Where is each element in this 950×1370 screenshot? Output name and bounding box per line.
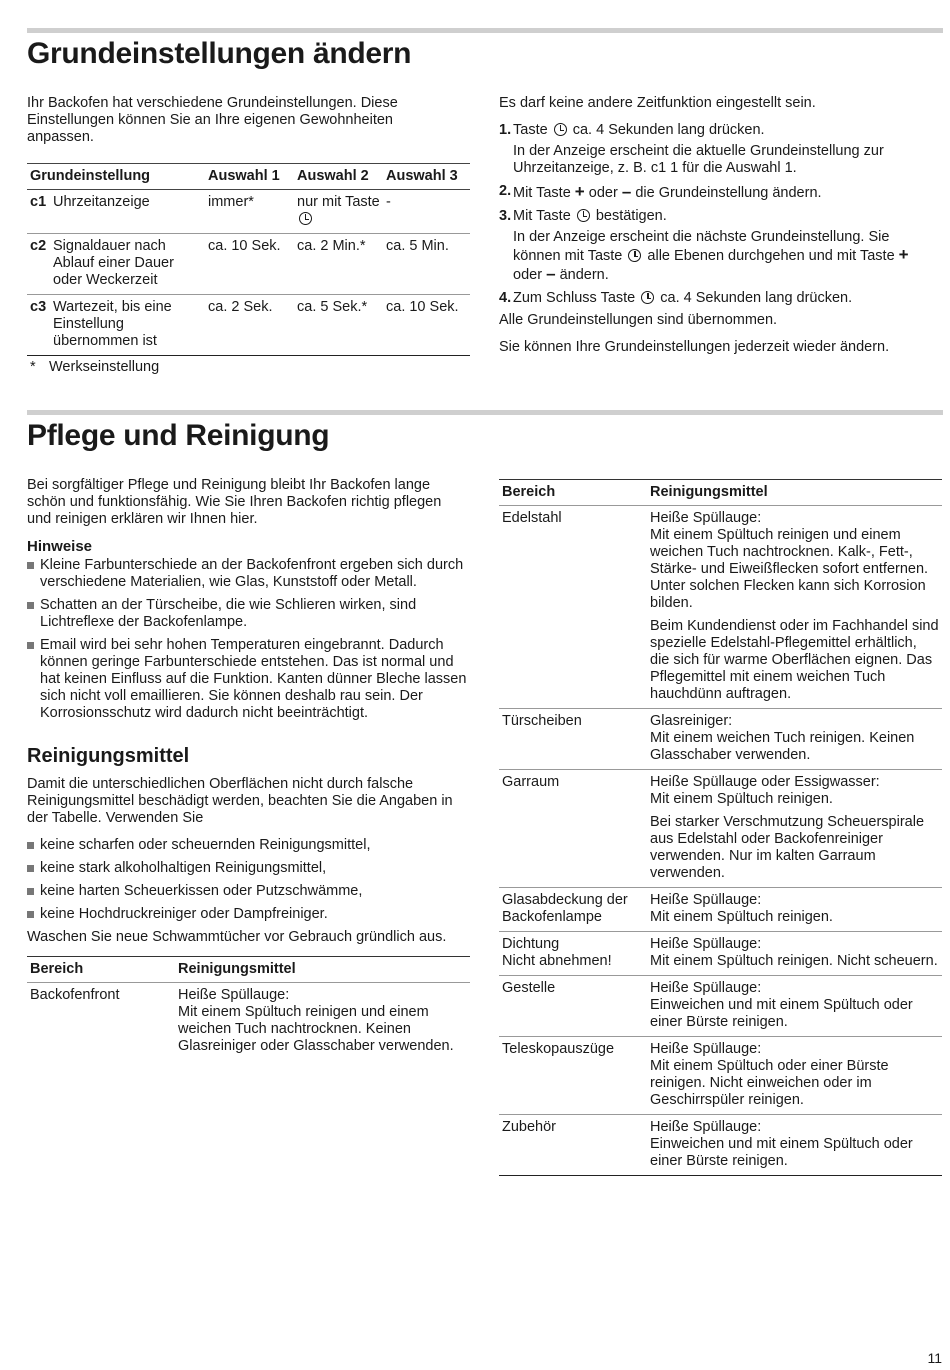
table-row	[27, 295, 470, 356]
section-title: Grundeinstellungen ändern	[27, 37, 412, 70]
area-cell: Gestelle	[502, 980, 556, 996]
table-row	[499, 506, 942, 709]
note-text: Sie können Ihre Grundeinstellungen jederzeit wieder ändern.	[499, 339, 890, 355]
table-header-row	[499, 480, 942, 506]
table-footnote: * Werkseinstellung	[30, 359, 160, 375]
area-cell: Dichtung Nicht abnehmen!	[502, 936, 612, 969]
plus-icon: +	[574, 182, 585, 201]
agent-cell: Heiße Spüllauge: Mit einem Spültuch reinigen und einem weichen Tuch nachtrocknen. Kalk-, Fett-, Stärke- und Eiweißflecken sofort entfernen. Unter solchen Flecken kann sich Korrosion bilden. Beim Kundendienst oder im Fachhandel sind spezielle Edelstahl-Pflegemittel erhältlich, die sich für warme Oberflächen eignen. Das Pflegemittel mit einem weichen Tuch hauchdünn auftragen.	[650, 510, 939, 702]
setting-name: Wartezeit, bis eine Einstellung übernommen ist	[53, 299, 172, 349]
cleaning-table-right	[499, 479, 942, 1176]
bullet-icon	[27, 562, 34, 569]
area-cell: Zubehör	[502, 1119, 557, 1135]
option-3: ca. 10 Sek.	[386, 299, 459, 315]
settings-table	[27, 163, 470, 356]
wash-note: Waschen Sie neue Schwammtücher vor Gebrauch gründlich aus.	[27, 929, 447, 945]
table-row	[27, 983, 470, 1061]
list-item: keine Hochdruckreiniger oder Dampfreiniger.	[27, 906, 470, 923]
table-header-row	[27, 164, 470, 190]
minus-icon: –	[621, 182, 632, 201]
settings-left-column	[27, 95, 470, 376]
bullet-icon	[27, 911, 34, 918]
setting-name: Signaldauer nach Ablauf einer Dauer oder Weckerzeit	[53, 238, 174, 288]
step-detail: In der Anzeige erscheint die nächste Grundeinstellung. Sie können mit Taste alle Ebenen durchgehen und mit Taste + oder – ändern.	[513, 229, 909, 283]
step-item: 3. Mit Taste bestätigen. In der Anzeige erscheint die nächste Grundeinstellung. Sie können mit Taste alle Ebenen durchgehen und mit Taste + oder – ändern.	[499, 208, 935, 284]
table-header: Reinigungsmittel	[178, 961, 296, 977]
table-header: Auswahl 2	[297, 168, 369, 184]
care-intro: Bei sorgfältiger Pflege und Reinigung bleibt Ihr Backofen lange schön und funktionsfähig. Wie Sie Ihren Backofen richtig pflegen und reinigen erklären wir Ihnen hier.	[27, 477, 442, 527]
setting-name: Uhrzeitanzeige	[53, 194, 150, 210]
settings-right-column	[499, 95, 935, 356]
step-item: 4. Zum Schluss Taste ca. 4 Sekunden lang drücken.	[499, 290, 853, 306]
page-number: 11	[927, 1350, 942, 1366]
table-header: Auswahl 1	[208, 168, 280, 184]
agent-cell: Heiße Spüllauge oder Essigwasser: Mit einem Spültuch reinigen. Bei starker Verschmutzung Scheuerspirale aus Edelstahl oder Backofenreiniger verwenden. Nur im kalten Garraum verwenden.	[650, 774, 925, 881]
agent-cell: Heiße Spüllauge: Mit einem Spültuch reinigen. Nicht scheuern.	[650, 936, 938, 969]
clock-icon	[554, 123, 567, 136]
table-row	[499, 1037, 942, 1115]
setting-code: c1	[30, 194, 47, 210]
cleaning-table-left	[27, 956, 470, 1060]
agent-cell: Glasreiniger: Mit einem weichen Tuch reinigen. Keinen Glasschaber verwenden.	[650, 713, 915, 763]
clock-icon	[577, 209, 590, 222]
table-header: Bereich	[502, 484, 556, 500]
table-row	[499, 976, 942, 1037]
option-3: -	[386, 194, 391, 210]
list-item: keine scharfen oder scheuernden Reinigungsmittel,	[27, 837, 470, 854]
step-item: 1. Taste ca. 4 Sekunden lang drücken. In der Anzeige erscheint die aktuelle Grundeinstellung zur Uhrzeitanzeige, z. B. c1 1 für die Auswahl 1.	[499, 122, 935, 177]
table-row	[27, 190, 470, 234]
option-2: ca. 2 Min.*	[297, 238, 366, 254]
section-divider	[27, 410, 943, 415]
agent-cell: Heiße Spüllauge: Mit einem Spültuch oder einer Bürste reinigen. Nicht einweichen oder im Geschirrspüler reinigen.	[650, 1041, 889, 1108]
section-divider	[27, 28, 943, 33]
list-item: keine stark alkoholhaltigen Reinigungsmittel,	[27, 860, 470, 877]
settings-intro: Ihr Backofen hat verschiedene Grundeinstellungen. Diese Einstellungen können Sie an Ihre eigenen Gewohnheiten anpassen.	[27, 95, 398, 145]
area-cell: Edelstahl	[502, 510, 562, 526]
subsection-intro: Damit die unterschiedlichen Oberflächen nicht durch falsche Reinigungsmittel beschädigt werden, beachten Sie die Angaben in der Tabelle. Verwenden Sie	[27, 776, 453, 826]
area-cell: Teleskopauszüge	[502, 1041, 615, 1057]
plus-icon: +	[898, 245, 909, 264]
option-1: ca. 10 Sek.	[208, 238, 281, 254]
clock-icon	[641, 291, 654, 304]
option-3: ca. 5 Min.	[386, 238, 449, 254]
section-title: Pflege und Reinigung	[27, 419, 330, 452]
care-left-column	[27, 477, 470, 1060]
option-2: ca. 5 Sek.*	[297, 299, 368, 315]
bullet-icon	[27, 842, 34, 849]
step-item: 2. Mit Taste + oder – die Grundeinstellung ändern.	[499, 182, 822, 201]
agent-cell: Heiße Spüllauge: Mit einem Spültuch reinigen und einem weichen Tuch nachtrocknen. Keinen Glasreiniger oder Glasschaber verwenden.	[178, 987, 454, 1054]
table-row	[499, 888, 942, 932]
setting-code: c3	[30, 299, 47, 315]
agent-cell: Heiße Spüllauge: Einweichen und mit einem Spültuch oder einer Bürste reinigen.	[650, 980, 913, 1030]
option-1: ca. 2 Sek.	[208, 299, 273, 315]
bullet-icon	[27, 865, 34, 872]
clock-icon	[628, 249, 641, 262]
care-right-column	[499, 479, 942, 1176]
table-header: Reinigungsmittel	[650, 484, 768, 500]
agent-cell: Heiße Spüllauge: Einweichen und mit einem Spültuch oder einer Bürste reinigen.	[650, 1119, 913, 1169]
area-cell: Glasabdeckung der Backofenlampe	[502, 892, 628, 925]
table-row	[27, 234, 470, 295]
list-item: Kleine Farbunterschiede an der Backofenfront ergeben sich durch verschiedene Materialien, wie Glas, Kunststoff oder Metall.	[27, 557, 470, 591]
table-header: Grundeinstellung	[30, 168, 151, 184]
area-cell: Türscheiben	[502, 713, 582, 729]
agent-cell: Heiße Spüllauge: Mit einem Spültuch reinigen.	[650, 892, 833, 925]
hints-heading: Hinweise	[27, 538, 93, 555]
table-header-row	[27, 957, 470, 983]
hints-list	[27, 557, 470, 722]
table-header: Auswahl 3	[386, 168, 458, 184]
minus-icon: –	[546, 264, 556, 283]
option-1: immer*	[208, 194, 254, 210]
steps-list	[499, 122, 935, 307]
list-item: keine harten Scheuerkissen oder Putzschwämme,	[27, 883, 470, 900]
area-cell: Backofenfront	[30, 987, 120, 1003]
clock-icon	[299, 212, 312, 225]
subsection-title: Reinigungsmittel	[27, 745, 190, 767]
avoid-list	[27, 837, 470, 923]
table-row	[499, 932, 942, 976]
list-item: Schatten an der Türscheibe, die wie Schlieren wirken, sind Lichtreflexe der Backofenlampe.	[27, 597, 470, 631]
setting-code: c2	[30, 238, 47, 254]
list-item: Email wird bei sehr hohen Temperaturen eingebrannt. Dadurch können geringe Farbunterschiede entstehen. Das ist normal und hat keinen Einfluss auf die Funktion. Kanten dünner Bleche lassen sich nicht voll emaillieren. Sie können deshalb rau sein. Der Korrosionsschutz wird dadurch nicht beeinträchtigt.	[27, 637, 470, 722]
bullet-icon	[27, 642, 34, 649]
table-header: Bereich	[30, 961, 84, 977]
bullet-icon	[27, 888, 34, 895]
table-row	[499, 709, 942, 770]
step-detail: In der Anzeige erscheint die aktuelle Grundeinstellung zur Uhrzeitanzeige, z. B. c1 1 für die Auswahl 1.	[513, 143, 884, 176]
option-2: nur mit Taste	[294, 190, 383, 234]
precondition: Es darf keine andere Zeitfunktion eingestellt sein.	[499, 95, 816, 111]
area-cell: Garraum	[502, 774, 560, 790]
table-row	[499, 770, 942, 888]
table-row	[499, 1115, 942, 1176]
bullet-icon	[27, 602, 34, 609]
result-text: Alle Grundeinstellungen sind übernommen.	[499, 312, 778, 328]
